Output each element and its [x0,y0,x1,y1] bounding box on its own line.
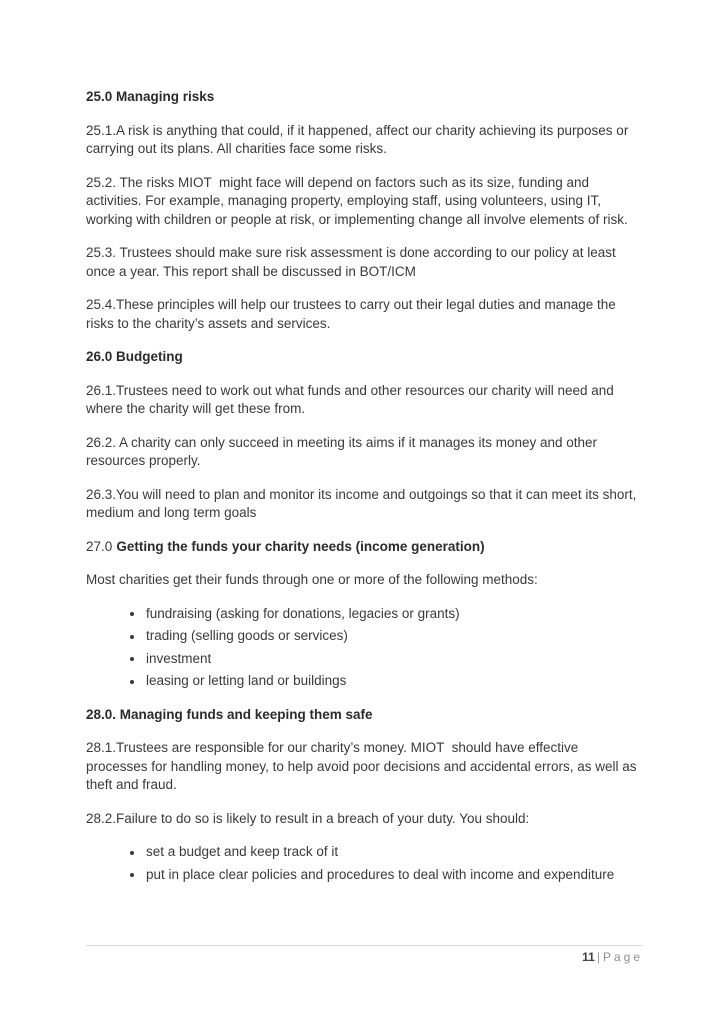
section-heading-27-number: 27.0 [86,538,113,554]
paragraph-28-2: 28.2.Failure to do so is likely to result in a breach of your duty. You should: [86,810,530,826]
paragraph-28-1: 28.1.Trustees are responsible for our charity’s money. MIOT should have effective processes for handling money, to help avoid poor decisions and accidental errors, as well as theft and fraud. [86,740,641,792]
list-item: investment [86,650,642,669]
section-heading-27-title: Getting the funds your charity needs (income generation) [116,538,485,554]
paragraph-25-2: 25.2. The risks MIOT might face will depend on factors such as its size, funding and activities. For example, managing property, employing staff, using volunteers, using IT, working with children or people at risk, or implementing change all involve elements of risk. [86,174,628,227]
paragraph-26-3: 26.3.You will need to plan and monitor its income and outgoings so that it can meet its short, medium and long term goals [86,486,641,520]
paragraph-26-2: 26.2. A charity can only succeed in meeting its aims if it manages its money and other resources properly. [86,434,601,468]
document-body [86,88,642,899]
list-item: fundraising (asking for donations, legacies or grants) [86,605,642,624]
list-item: leasing or letting land or buildings [86,672,642,691]
paragraph-25-3: 25.3. Trustees should make sure risk assessment is done according to our policy at least once a year. This report shall be discussed in BOT/ICM [86,245,620,279]
section-heading-28: 28.0. Managing funds and keeping them safe [86,706,373,722]
paragraph-25-1: 25.1.A risk is anything that could, if it happened, affect our charity achieving its purposes or carrying out its plans. All charities face some risks. [86,122,633,156]
list-item: trading (selling goods or services) [86,627,642,646]
footer-page-word: Page [602,950,643,964]
paragraph-27-intro: Most charities get their funds through one or more of the following methods: [86,572,538,587]
paragraph-25-4: 25.4.These principles will help our trustees to carry out their legal duties and manage the risks to the charity’s assets and services. [86,297,620,331]
footer-separator: | [596,950,600,964]
page-footer [86,945,643,964]
page-number: 11 [582,950,595,964]
list-item: set a budget and keep track of it [86,843,642,862]
section-heading-25: 25.0 Managing risks [86,89,215,104]
paragraph-26-1: 26.1.Trustees need to work out what funds and other resources our charity will need and where the charity will get these from. [86,382,618,416]
duties-list [86,843,642,884]
list-item: put in place clear policies and procedures to deal with income and expenditure [86,866,642,885]
section-heading-26: 26.0 Budgeting [86,349,183,364]
funding-methods-list [86,605,642,691]
section-heading-27 [86,538,642,557]
